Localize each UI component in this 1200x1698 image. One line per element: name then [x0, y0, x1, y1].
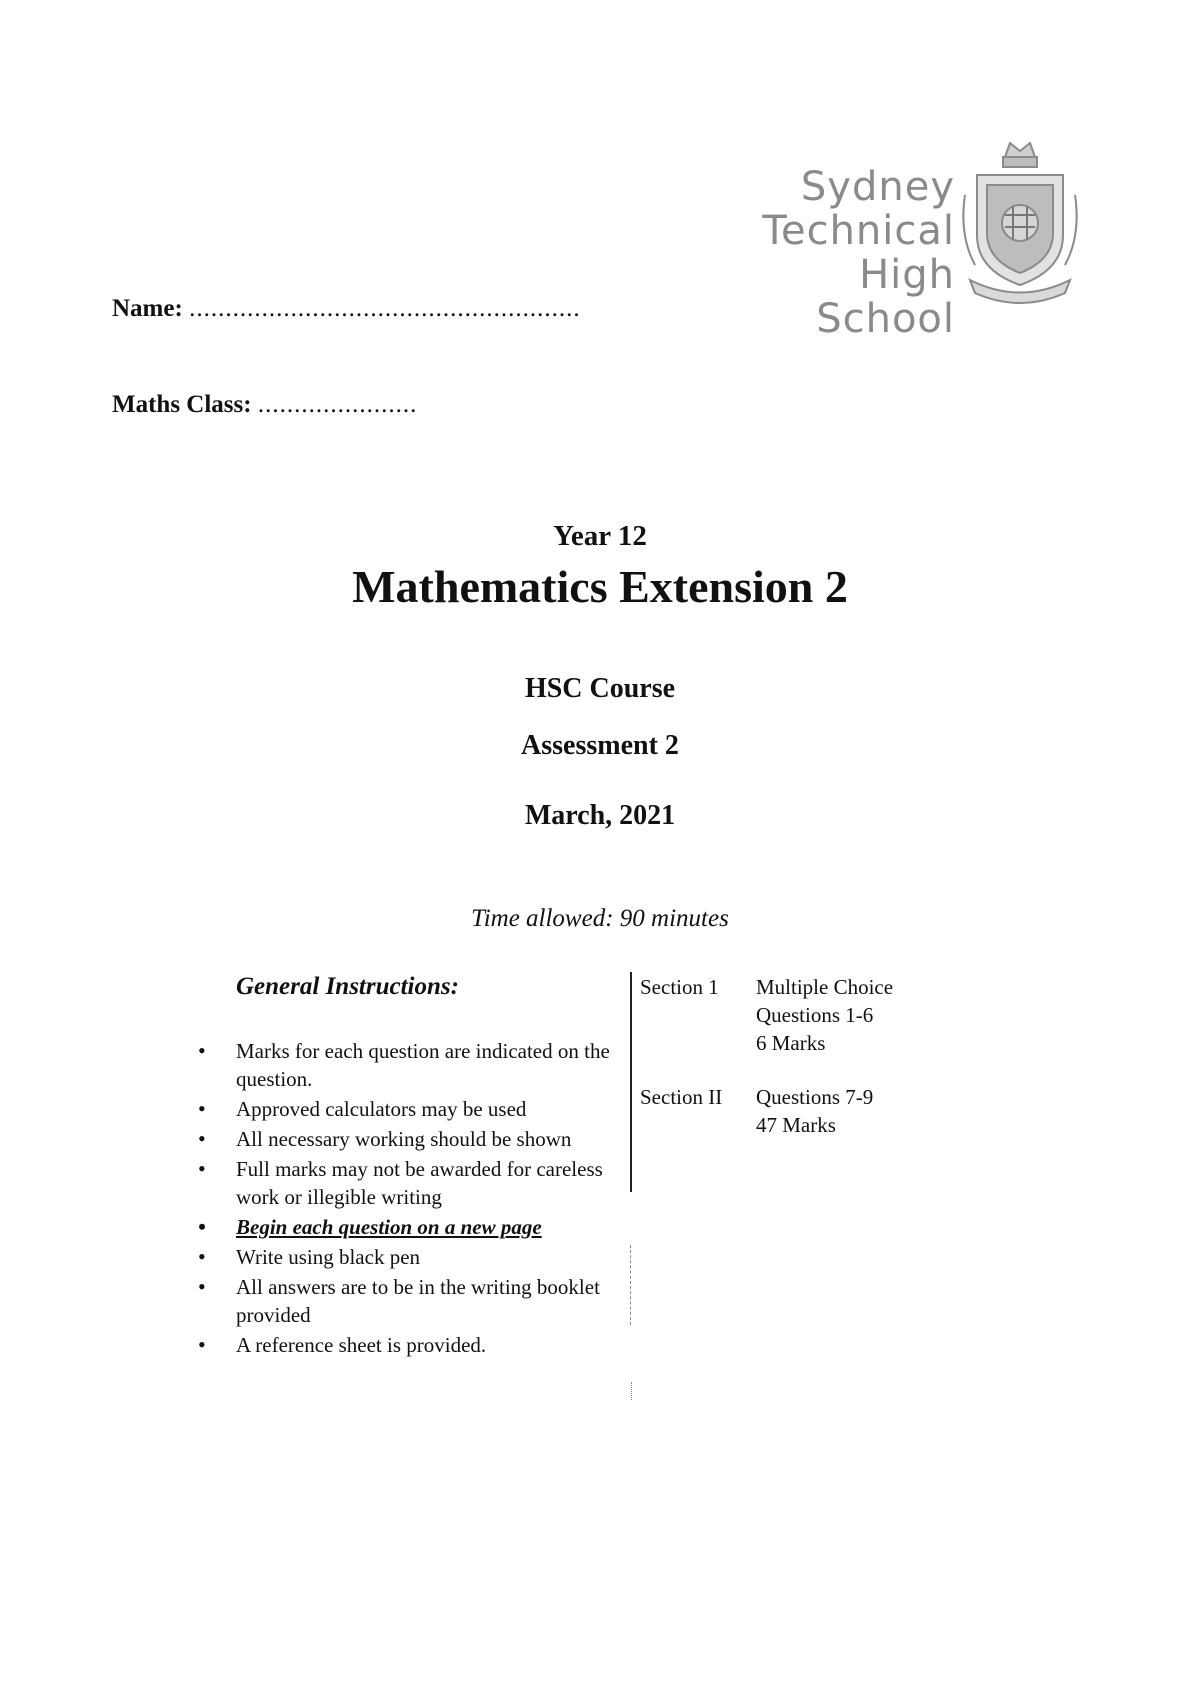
section-1-line: Multiple Choice [756, 975, 894, 999]
column-divider-dashed [630, 1245, 631, 1325]
instruction-item: • All necessary working should be shown [198, 1125, 618, 1153]
instructions-list [198, 1037, 618, 1361]
section-1-label: Section 1 [640, 975, 719, 999]
section-1-line: 6 Marks [756, 1031, 826, 1055]
instruction-item: • Write using black pen [198, 1243, 618, 1271]
year-heading: Year 12 [553, 520, 647, 552]
section-2-label: Section II [640, 1085, 723, 1109]
section-1-description [756, 973, 893, 1057]
maths-class-field[interactable] [112, 391, 417, 419]
name-label: Name: [112, 295, 183, 322]
instruction-item: • All answers are to be in the writing booklet provided [198, 1273, 618, 1329]
instruction-item: • Marks for each question are indicated on the question. [198, 1037, 618, 1093]
column-divider-dot [631, 1382, 634, 1400]
school-name-logo [720, 165, 955, 341]
instruction-item: • Approved calculators may be used [198, 1095, 618, 1123]
instruction-item: • A reference sheet is provided. [198, 1331, 618, 1359]
section-2-line: Questions 7-9 [756, 1085, 874, 1109]
column-divider [630, 972, 632, 1192]
maths-class-label: Maths Class: [112, 391, 252, 418]
logo-line-1: Sydney [800, 164, 955, 210]
exam-date: March, 2021 [524, 800, 676, 831]
logo-line-3: High School [816, 252, 955, 342]
time-allowed: Time allowed: 90 minutes [471, 905, 729, 932]
name-dotted-line[interactable]: ...................................................... [189, 295, 581, 322]
section-2-line: 47 Marks [756, 1113, 836, 1137]
name-field[interactable] [112, 295, 581, 323]
course-heading: HSC Course [524, 673, 676, 704]
logo-line-2: Technical [762, 208, 955, 254]
instruction-item: • Full marks may not be awarded for careless work or illegible writing [198, 1155, 618, 1211]
instruction-item-emphasized: • Begin each question on a new page [198, 1213, 618, 1241]
school-crest-icon [955, 135, 1085, 305]
exam-title: Mathematics Extension 2 [352, 561, 848, 612]
assessment-heading: Assessment 2 [521, 730, 679, 761]
instructions-heading: General Instructions: [236, 973, 459, 1000]
maths-class-dotted-line[interactable]: ...................... [257, 391, 418, 418]
section-2-description [756, 1083, 873, 1139]
section-1-line: Questions 1-6 [756, 1003, 874, 1027]
